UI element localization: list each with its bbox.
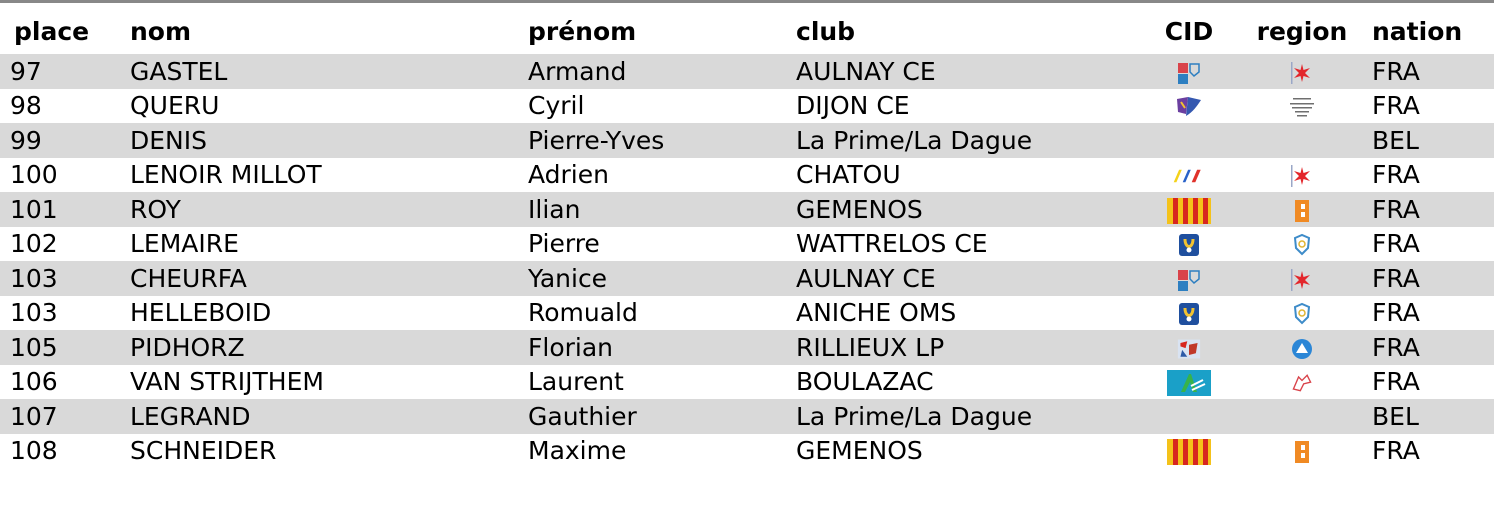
cell-nom: GASTEL <box>130 54 528 89</box>
cell-cid <box>1142 123 1236 158</box>
paca-logo <box>1290 439 1314 465</box>
cell-region <box>1236 158 1368 193</box>
table-row[interactable] <box>0 192 1494 227</box>
cell-nom: HELLEBOID <box>130 298 272 328</box>
nouvelle-aquitaine-logo <box>1290 370 1314 396</box>
cell-prenom: Gauthier <box>528 399 796 434</box>
cell-region <box>1236 89 1368 124</box>
cell-nation: FRA <box>1372 91 1420 121</box>
cell-nom: LEMAIRE <box>130 229 239 259</box>
cell-prenom: Cyril <box>528 91 585 121</box>
cell-nation: BEL <box>1368 399 1494 434</box>
table-row[interactable] <box>0 434 1494 469</box>
cell-club: La Prime/La Dague <box>796 123 1142 158</box>
cell-nom: PIDHORZ <box>130 330 528 365</box>
cell-cid <box>1142 89 1236 124</box>
cell-cid <box>1142 192 1236 227</box>
cell-prenom: Romuald <box>528 298 638 328</box>
cell-club: AULNAY CE <box>796 54 1142 89</box>
cell-cid <box>1142 365 1236 400</box>
cell-place: 107 <box>0 399 130 434</box>
cell-cid <box>1142 54 1236 89</box>
hauts-de-france-logo <box>1290 232 1314 258</box>
table-row[interactable] <box>0 158 1494 193</box>
cell-cid <box>1142 330 1236 365</box>
dijon-logo <box>1171 94 1207 120</box>
cell-region <box>1236 227 1368 262</box>
cell-nation: FRA <box>1372 367 1420 397</box>
paca-logo <box>1290 198 1314 224</box>
header-place[interactable]: place <box>14 16 90 46</box>
header-prenom[interactable]: prénom <box>528 16 637 46</box>
cell-prenom: Florian <box>528 330 796 365</box>
cell-cid <box>1142 227 1236 262</box>
lyon-logo <box>1177 336 1201 362</box>
cell-nom: VAN STRIJTHEM <box>130 367 324 397</box>
cell-club: WATTRELOS CE <box>796 229 988 259</box>
header-cid[interactable]: CID <box>1164 16 1214 46</box>
cell-cid <box>1142 158 1236 193</box>
hauts-de-france-logo <box>1290 301 1314 327</box>
bourgogne-logo <box>1284 94 1320 120</box>
ile-de-france-logo <box>1290 60 1314 86</box>
cell-region <box>1236 434 1368 469</box>
header-row <box>0 8 1494 54</box>
cell-place: 97 <box>0 54 130 89</box>
cell-place: 105 <box>0 330 130 365</box>
cell-prenom: Laurent <box>528 367 624 397</box>
cell-region <box>1236 399 1368 434</box>
table-row[interactable] <box>0 227 1494 262</box>
table-row[interactable] <box>0 365 1494 400</box>
top-rule <box>0 0 1494 3</box>
cell-nation: BEL <box>1368 123 1494 158</box>
cell-prenom: Pierre-Yves <box>528 123 796 158</box>
cell-nom: QUERU <box>130 91 220 121</box>
cell-club: AULNAY CE <box>796 261 1142 296</box>
cell-club: GEMENOS <box>796 436 923 466</box>
cell-place: 108 <box>10 436 58 466</box>
header-region[interactable]: region <box>1256 16 1348 46</box>
header-club[interactable]: club <box>796 16 856 46</box>
cell-nation: FRA <box>1368 192 1494 227</box>
table-row[interactable] <box>0 89 1494 124</box>
cell-club: ANICHE OMS <box>796 298 957 328</box>
ile-de-france-logo <box>1290 163 1314 189</box>
cell-region <box>1236 365 1368 400</box>
cell-region <box>1236 54 1368 89</box>
cell-nation: FRA <box>1368 261 1494 296</box>
dordogne-logo <box>1167 370 1211 396</box>
cell-nom: LEGRAND <box>130 399 528 434</box>
cell-place: 103 <box>10 298 58 328</box>
cell-club: CHATOU <box>796 160 901 190</box>
cell-prenom: Maxime <box>528 436 627 466</box>
cell-nation: FRA <box>1372 229 1420 259</box>
cell-nom: ROY <box>130 192 528 227</box>
table-row[interactable] <box>0 261 1494 296</box>
cell-region <box>1236 192 1368 227</box>
cell-nation: FRA <box>1372 436 1420 466</box>
ile-de-france-logo <box>1290 267 1314 293</box>
aulnay-logo <box>1177 60 1201 86</box>
cell-cid <box>1142 261 1236 296</box>
cell-nom: CHEURFA <box>130 261 528 296</box>
cell-place: 103 <box>0 261 130 296</box>
cell-prenom: Yanice <box>528 261 796 296</box>
yvelines-logo <box>1171 163 1207 189</box>
cell-cid <box>1142 296 1236 331</box>
provence-logo <box>1167 439 1211 465</box>
cell-club: La Prime/La Dague <box>796 399 1142 434</box>
cell-club: DIJON CE <box>796 91 910 121</box>
cell-nom: DENIS <box>130 123 528 158</box>
cell-place: 101 <box>0 192 130 227</box>
cell-nation: FRA <box>1368 54 1494 89</box>
nord-logo <box>1177 301 1201 327</box>
cell-region <box>1236 123 1368 158</box>
cell-region <box>1236 261 1368 296</box>
results-table <box>0 8 1494 468</box>
table-row[interactable] <box>0 399 1494 434</box>
aulnay-logo <box>1177 267 1201 293</box>
cell-nation: FRA <box>1372 160 1420 190</box>
results-body <box>0 54 1494 468</box>
cell-nom: SCHNEIDER <box>130 436 277 466</box>
cell-place: 99 <box>0 123 130 158</box>
cell-prenom: Pierre <box>528 229 600 259</box>
nord-logo <box>1177 232 1201 258</box>
cell-cid <box>1142 434 1236 469</box>
cell-region <box>1236 330 1368 365</box>
auvergne-rhone-alpes-logo <box>1290 336 1314 362</box>
cell-nation: FRA <box>1368 330 1494 365</box>
cell-prenom: Adrien <box>528 160 609 190</box>
header-nation[interactable]: nation <box>1372 16 1463 46</box>
cell-place: 102 <box>10 229 58 259</box>
cell-place: 106 <box>10 367 58 397</box>
cell-region <box>1236 296 1368 331</box>
cell-place: 100 <box>10 160 58 190</box>
table-row[interactable] <box>0 54 1494 89</box>
cell-club: GEMENOS <box>796 192 1142 227</box>
table-row[interactable] <box>0 296 1494 331</box>
cell-place: 98 <box>10 91 42 121</box>
table-row[interactable] <box>0 330 1494 365</box>
table-row[interactable] <box>0 123 1494 158</box>
header-nom[interactable]: nom <box>130 16 192 46</box>
cell-cid <box>1142 399 1236 434</box>
cell-prenom: Ilian <box>528 192 796 227</box>
cell-club: RILLIEUX LP <box>796 330 1142 365</box>
cell-nation: FRA <box>1372 298 1420 328</box>
cell-prenom: Armand <box>528 54 796 89</box>
cell-nom: LENOIR MILLOT <box>130 160 322 190</box>
cell-club: BOULAZAC <box>796 367 934 397</box>
provence-logo <box>1167 198 1211 224</box>
